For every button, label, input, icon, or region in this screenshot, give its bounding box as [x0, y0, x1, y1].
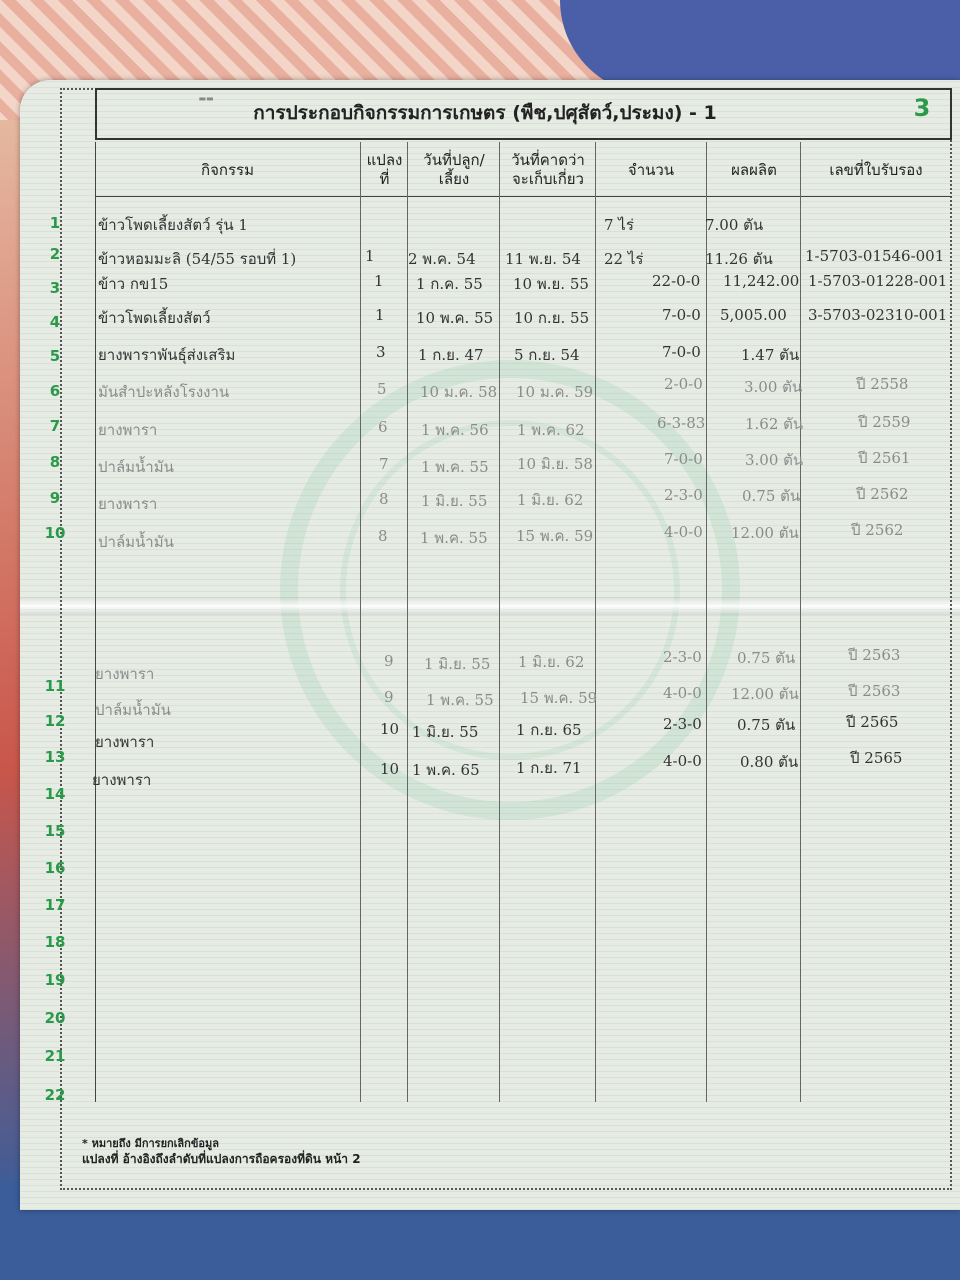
cell-yield: 3.00 ตัน [745, 451, 804, 469]
cell-yield: 1.47 ตัน [741, 346, 800, 364]
row-number: 5 [49, 347, 61, 365]
row-number: 7 [49, 417, 61, 435]
cell-harvest-date: 1 ก.ย. 71 [516, 759, 582, 777]
cell-plot: 8 [379, 490, 389, 508]
col-header-harvest-date: วันที่คาดว่า จะเก็บเกี่ยว [511, 151, 585, 188]
cell-harvest-date: 1 มิ.ย. 62 [518, 653, 585, 671]
cell-activity: ข้าวหอมมะลิ (54/55 รอบที่ 1) [98, 250, 297, 268]
cell-activity: ยางพาราพันธุ์ส่งเสริม [98, 346, 236, 364]
col-header-plant-date: วันที่ปลูก/ เลี้ยง [423, 151, 485, 188]
cell-plant-date: 1 พ.ค. 55 [421, 458, 489, 476]
cell-cert: ปี 2562 [851, 521, 904, 539]
cell-yield: 0.75 ตัน [737, 716, 796, 734]
cell-harvest-date: 11 พ.ย. 54 [505, 250, 581, 268]
row-number: 12 [44, 712, 66, 730]
row-number: 10 [44, 524, 66, 542]
cell-cert: ปี 2558 [856, 375, 909, 393]
cell-yield: 0.80 ตัน [740, 753, 799, 771]
column-divider [706, 142, 707, 1102]
cell-activity: ยางพารา [92, 771, 152, 789]
cell-activity: ยางพารา [95, 733, 155, 751]
cell-activity: ปาล์มน้ำมัน [98, 458, 174, 476]
row-number: 1 [49, 214, 61, 232]
cell-activity: ข้าวโพดเลี้ยงสัตว์ รุ่น 1 [98, 216, 248, 234]
cell-yield: 11.26 ตัน [705, 250, 773, 268]
cell-plant-date: 10 ม.ค. 58 [420, 383, 498, 401]
cell-harvest-date: 1 พ.ค. 62 [517, 421, 585, 439]
cell-plot: 1 [374, 272, 384, 290]
cell-yield: 5,005.00 [720, 306, 787, 324]
cell-plot: 9 [384, 652, 394, 670]
cell-activity: ปาล์มน้ำมัน [98, 533, 174, 551]
cell-yield: 12.00 ตัน [731, 685, 799, 703]
cell-amount: 6-3-83 [657, 414, 706, 432]
cell-activity: ยางพารา [98, 421, 158, 439]
col-header-activity: กิจกรรม [201, 160, 254, 179]
cell-plant-date: 1 พ.ค. 55 [420, 529, 488, 547]
row-number: 19 [44, 971, 66, 989]
column-divider [800, 142, 801, 1102]
row-number: 3 [49, 279, 61, 297]
cell-cert: ปี 2559 [858, 413, 911, 431]
cell-plot: 1 [365, 247, 375, 265]
cell-plant-date: 1 พ.ค. 55 [426, 691, 494, 709]
cell-amount: 7-0-0 [662, 306, 701, 324]
cell-harvest-date: 1 มิ.ย. 62 [517, 491, 584, 509]
cell-amount: 22-0-0 [652, 272, 701, 290]
cell-amount: 4-0-0 [663, 752, 702, 770]
cell-plot: 6 [378, 418, 388, 436]
cell-harvest-date: 15 พ.ค. 59 [520, 689, 598, 707]
cell-yield: 7.00 ตัน [705, 216, 764, 234]
col-header-yield: ผลผลิต [731, 160, 777, 179]
row-number: 4 [49, 313, 61, 331]
cell-amount: 2-3-0 [663, 715, 702, 733]
col-header-cert: เลขที่ใบรับรอง [829, 160, 923, 179]
cell-activity: ปาล์มน้ำมัน [95, 701, 171, 719]
column-divider [407, 142, 408, 1102]
column-divider [360, 142, 361, 1102]
footer-note-plot: แปลงที่ อ้างอิงถึงลำดับที่แปลงการถือครองที่ดิน หน้า 2 [82, 1152, 361, 1166]
cell-harvest-date: 10 ก.ย. 55 [514, 309, 590, 327]
row-number: 2 [49, 245, 61, 263]
row-number: 8 [49, 453, 61, 471]
cell-cert: ปี 2565 [846, 713, 899, 731]
cell-plant-date: 2 พ.ค. 54 [408, 250, 476, 268]
cell-yield: 12.00 ตัน [731, 524, 799, 542]
cell-plot: 10 [380, 760, 400, 778]
cell-plot: 3 [376, 343, 386, 361]
cell-harvest-date: 10 ม.ค. 59 [516, 383, 594, 401]
cell-activity: ยางพารา [98, 495, 158, 513]
cell-amount: 7 ไร่ [604, 216, 634, 234]
cell-amount: 7-0-0 [664, 450, 703, 468]
row-number: 20 [44, 1009, 66, 1027]
cell-plant-date: 1 ก.ย. 47 [418, 346, 484, 364]
cell-plot: 10 [380, 720, 400, 738]
cell-plant-date: 1 ก.ค. 55 [416, 275, 483, 293]
row-number: 22 [44, 1086, 66, 1104]
cell-amount: 2-3-0 [663, 648, 702, 666]
footer-note-cancel: * หมายถึง มีการยกเลิกข้อมูล [82, 1137, 219, 1150]
cell-cert: 1-5703-01546-001 [805, 247, 945, 265]
cell-plot: 7 [379, 455, 389, 473]
cell-amount: 4-0-0 [664, 523, 703, 541]
cell-plot: 5 [377, 380, 387, 398]
cell-plot: 9 [384, 688, 394, 706]
cell-plot: 8 [378, 527, 388, 545]
cell-yield: 1.62 ตัน [745, 415, 804, 433]
cell-plant-date: 10 พ.ค. 55 [416, 309, 494, 327]
cell-activity: ข้าว กข15 [98, 275, 169, 293]
column-divider [499, 142, 500, 1102]
cell-harvest-date: 5 ก.ย. 54 [514, 346, 580, 364]
cell-cert: ปี 2563 [848, 646, 901, 664]
cell-harvest-date: 10 มิ.ย. 58 [517, 455, 593, 473]
cell-cert: 3-5703-02310-001 [808, 306, 948, 324]
cell-amount: 7-0-0 [662, 343, 701, 361]
column-divider [595, 142, 596, 1102]
cell-plant-date: 1 มิ.ย. 55 [421, 492, 488, 510]
cell-activity: ยางพารา [95, 665, 155, 683]
cell-cert: ปี 2565 [850, 749, 903, 767]
cell-yield: 0.75 ตัน [742, 487, 801, 505]
cell-amount: 2-0-0 [664, 375, 703, 393]
page-title: การประกอบกิจกรรมการเกษตร (พืช,ปศุสัตว์,ประมง) - 1 [253, 102, 717, 124]
small-stamp-mark: ▬▬ [198, 94, 214, 103]
cell-plant-date: 1 พ.ค. 56 [421, 421, 489, 439]
row-number: 6 [49, 382, 61, 400]
column-divider [95, 142, 96, 1102]
header-rule [95, 196, 952, 197]
col-header-plot: แปลง ที่ [366, 151, 403, 188]
row-number: 13 [44, 748, 66, 766]
cell-plant-date: 1 มิ.ย. 55 [424, 655, 491, 673]
row-number: 11 [44, 677, 66, 695]
cell-amount: 4-0-0 [663, 684, 702, 702]
row-number: 15 [44, 822, 66, 840]
cell-amount: 2-3-0 [664, 486, 703, 504]
cell-cert: ปี 2563 [848, 682, 901, 700]
cell-plot: 1 [375, 306, 385, 324]
cell-harvest-date: 1 ก.ย. 65 [516, 721, 582, 739]
cell-plant-date: 1 พ.ค. 65 [412, 761, 480, 779]
col-header-amount: จำนวน [627, 160, 675, 179]
row-number: 21 [44, 1047, 66, 1065]
row-number: 18 [44, 933, 66, 951]
row-number: 16 [44, 859, 66, 877]
cell-yield: 0.75 ตัน [737, 649, 796, 667]
cell-harvest-date: 15 พ.ค. 59 [516, 527, 594, 545]
cell-cert: 1-5703-01228-001 [808, 272, 948, 290]
page-number: 3 [913, 94, 931, 122]
row-number: 17 [44, 896, 66, 914]
cell-cert: ปี 2561 [858, 449, 911, 467]
row-number: 9 [49, 489, 61, 507]
cell-yield: 3.00 ตัน [744, 378, 803, 396]
cell-harvest-date: 10 พ.ย. 55 [513, 275, 589, 293]
cell-yield: 11,242.00 [723, 272, 800, 290]
cell-activity: ข้าวโพดเลี้ยงสัตว์ [98, 309, 211, 327]
cell-amount: 22 ไร่ [604, 250, 644, 268]
cell-activity: มันสำปะหลังโรงงาน [98, 383, 230, 401]
cell-cert: ปี 2562 [856, 485, 909, 503]
row-number: 14 [44, 785, 66, 803]
cell-plant-date: 1 มิ.ย. 55 [412, 723, 479, 741]
